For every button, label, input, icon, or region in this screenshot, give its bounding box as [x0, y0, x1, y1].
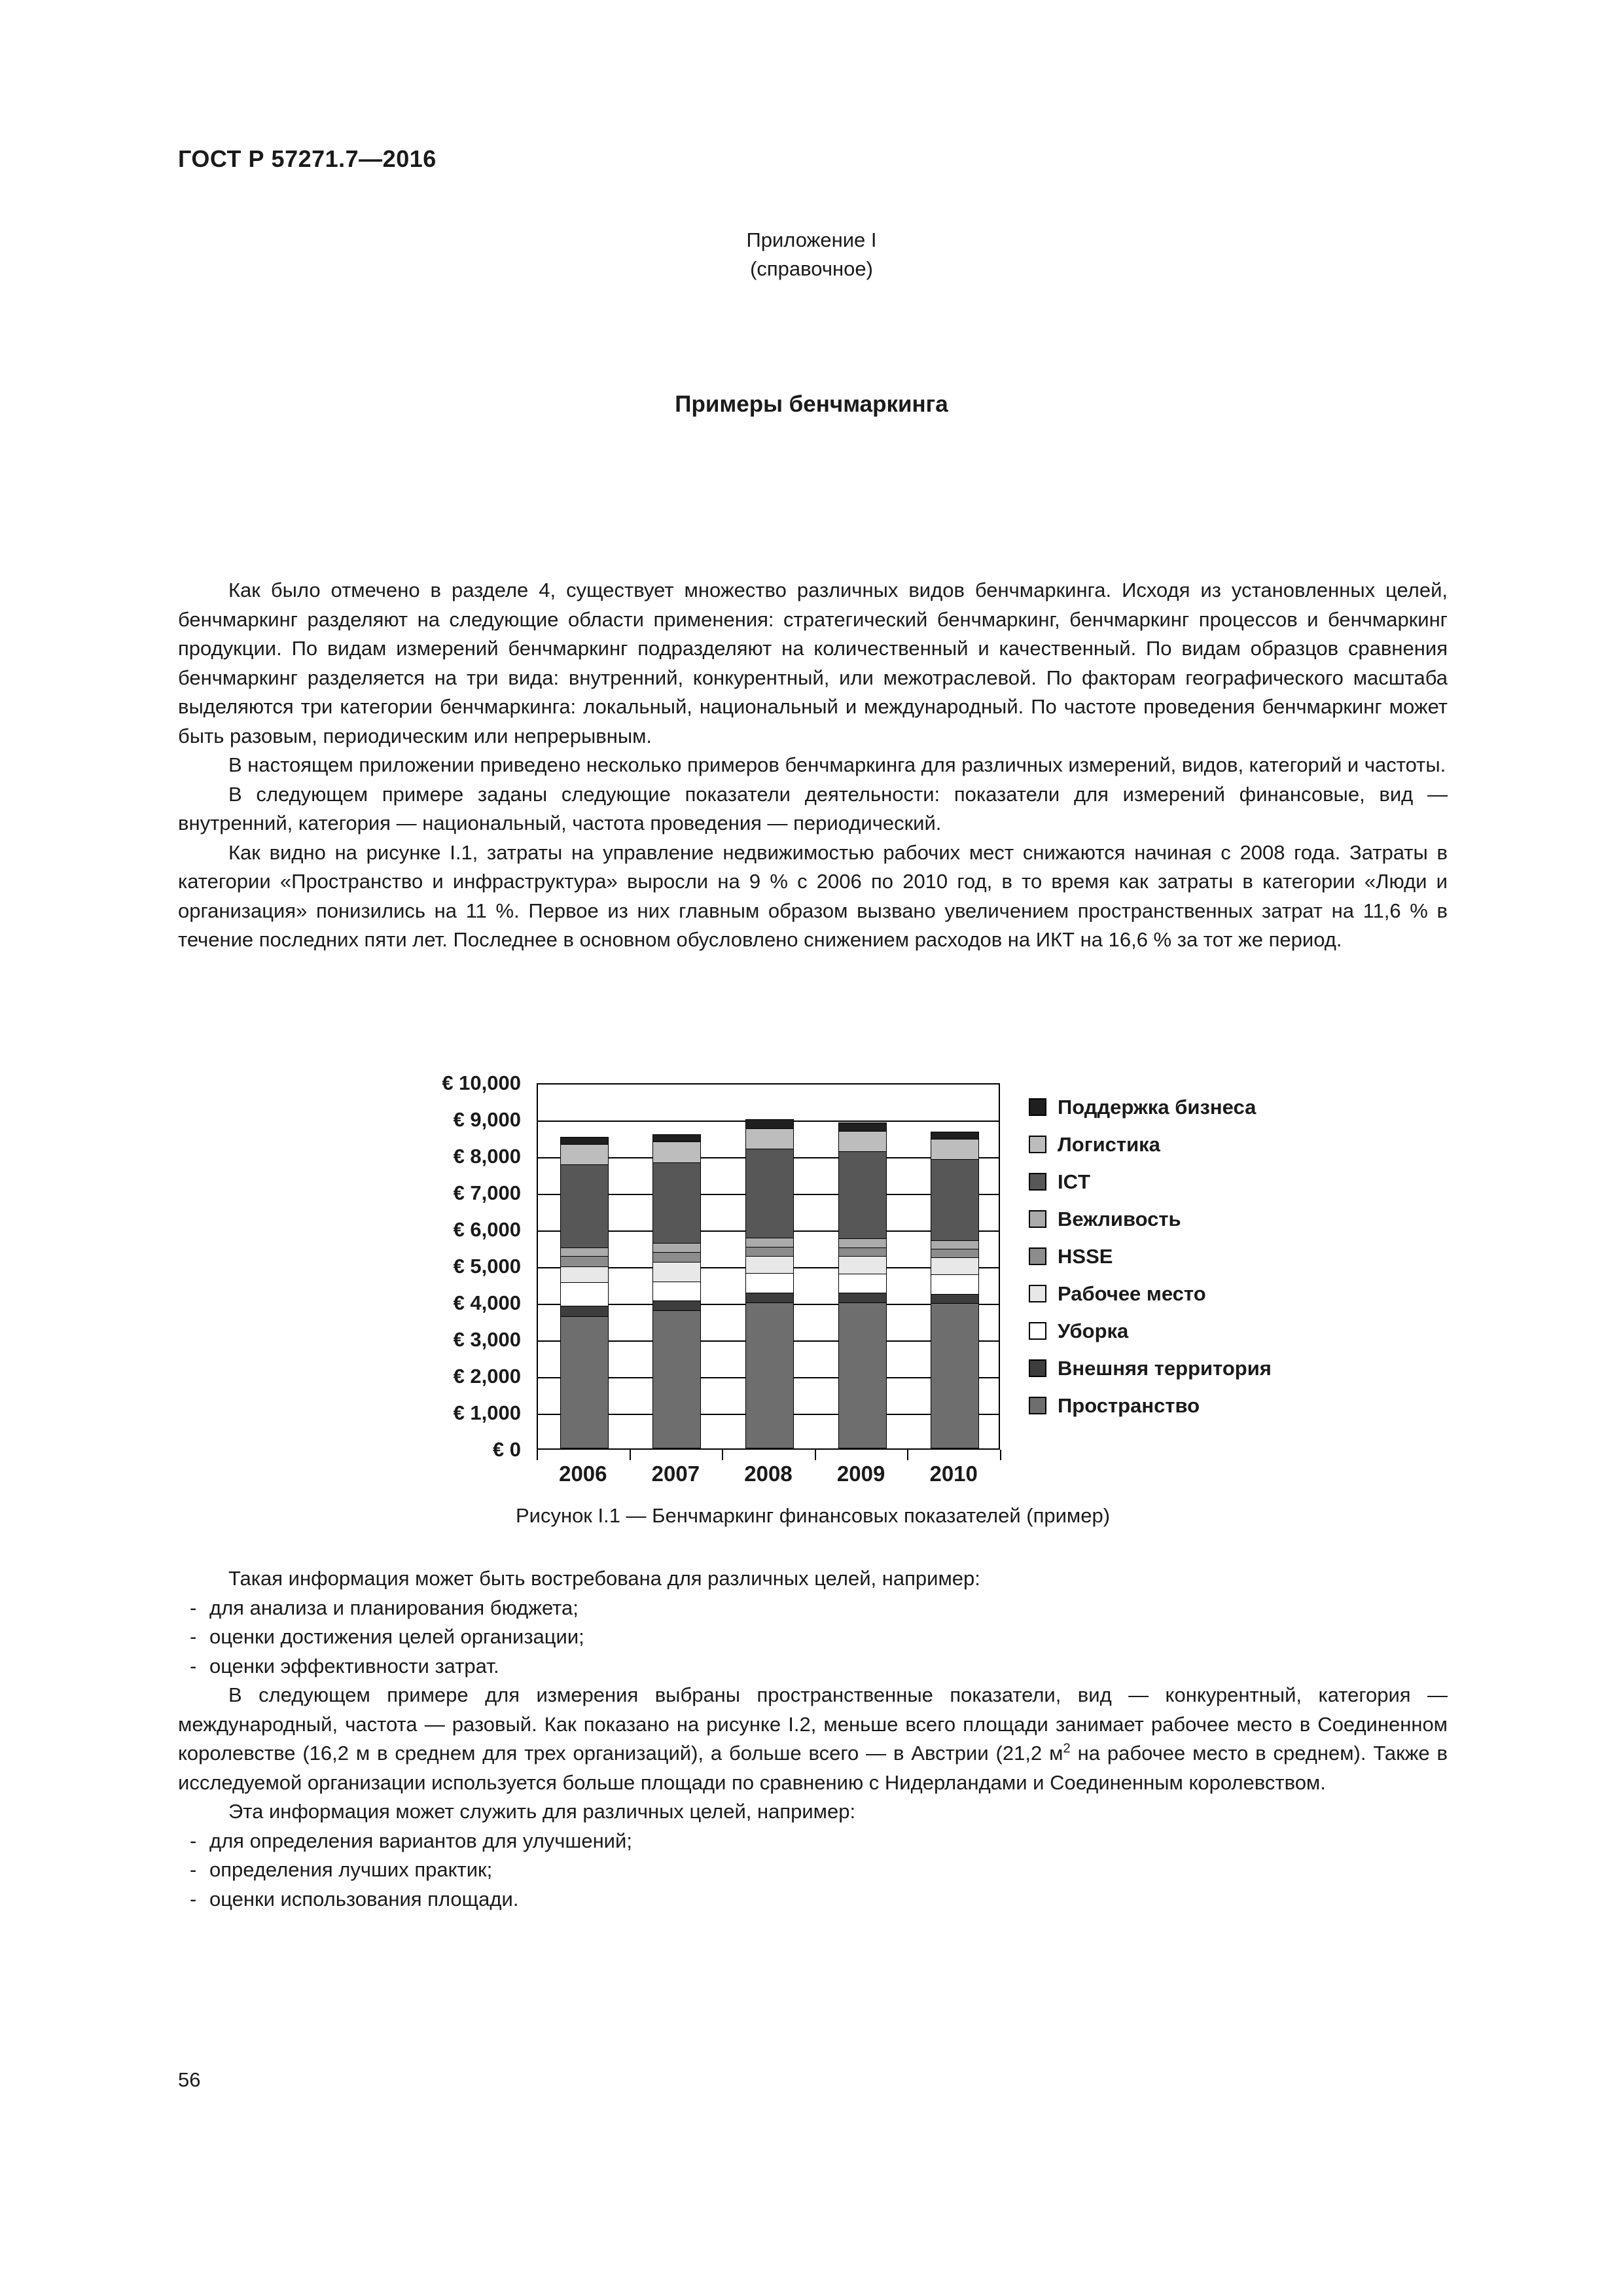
legend-label: Уборка [1058, 1319, 1129, 1342]
list-item-label: оценки эффективности затрат. [209, 1654, 499, 1677]
y-axis-tick-label: € 1,000 [453, 1401, 521, 1424]
x-axis-tick [1000, 1450, 1001, 1460]
bar-segment [745, 1247, 794, 1256]
bar-segment [652, 1141, 701, 1162]
page-number: 56 [178, 2068, 201, 2091]
bar-segment [560, 1282, 609, 1306]
paragraph-1: Как было отмечено в разделе 4, существует множество различных видов бенчмаркинга. Исходя из установленных целей, бенчмаркинг разделяют на следующие области применения: стратегический бенчмаркинг, бенчмаркинг процессов и бенчмаркинг продукции. По видам измерений бенчмаркинг подразделяют на количественный и качественный. По видам образцов сравнения бенчмаркинг разделяется на три вида: внутренний, конкурентный, или межотраслевой. По факторам географического масштаба выделяются три категории бенчмаркинга: локальный, национальный и международный. По частоте проведения бенчмаркинг может быть разовым, периодическим или непрерывным. [178, 579, 1448, 747]
bar-2006 [560, 1137, 609, 1449]
bar-segment [652, 1300, 701, 1310]
list-item [178, 1594, 1448, 1623]
superscript-square: 2 [1063, 1740, 1071, 1756]
stacked-bar-chart [374, 1071, 1272, 1492]
chart-legend [1029, 1088, 1272, 1424]
legend-label: HSSE [1058, 1244, 1113, 1268]
legend-item [1029, 1088, 1257, 1126]
list-item [178, 1856, 1448, 1885]
bar-segment [931, 1139, 979, 1159]
bar-segment [652, 1162, 701, 1243]
figure-caption: Рисунок I.1 — Бенчмаркинг финансовых показателей (пример) [515, 1504, 1111, 1527]
bar-segment [931, 1240, 979, 1249]
bar-segment [838, 1274, 887, 1293]
bar-segment [838, 1302, 887, 1448]
list-item-label: для определения вариантов для улучшений; [209, 1829, 632, 1852]
list-item [178, 1652, 1448, 1681]
annex-heading [0, 226, 1623, 283]
bar-segment [745, 1302, 794, 1448]
legend-label: Рабочее место [1058, 1282, 1206, 1305]
list-item [178, 1623, 1448, 1652]
legend-item [1029, 1387, 1251, 1424]
x-axis-tick [815, 1450, 816, 1460]
bar-segment [560, 1256, 609, 1266]
bar-segment [560, 1137, 609, 1144]
bar-segment [931, 1257, 979, 1274]
y-axis-tick-label: € 0 [492, 1438, 521, 1461]
document-standard-header: ГОСТ Р 57271.7—2016 [178, 145, 437, 172]
bar-2009 [838, 1122, 887, 1448]
legend-swatch-icon [1029, 1322, 1046, 1340]
bar-segment [931, 1132, 979, 1139]
bullet-dash: - [190, 1887, 197, 1910]
list-item [178, 1827, 1448, 1856]
list-item-label: оценки достижения целей организации; [209, 1625, 584, 1648]
legend-label: Вежливость [1058, 1207, 1181, 1230]
x-axis-tick [630, 1450, 631, 1460]
legend-label: ICT [1058, 1170, 1090, 1193]
y-axis-tick-label: € 3,000 [453, 1328, 521, 1351]
y-axis-tick-label: € 10,000 [442, 1071, 521, 1094]
bullet-dash: - [190, 1829, 197, 1852]
bar-segment [560, 1144, 609, 1164]
list-item-label: для анализа и планирования бюджета; [209, 1596, 579, 1619]
x-axis-label-2007: 2007 [651, 1462, 700, 1486]
legend-swatch-icon [1029, 1285, 1046, 1302]
bar-segment [652, 1243, 701, 1253]
legend-label: Пространство [1058, 1393, 1200, 1417]
bar-2008 [745, 1119, 794, 1448]
legend-item [1029, 1126, 1251, 1163]
paragraph-6-part-b: на рабочее место в среднем). Также в исследуемой организации используется больше площади по сравнению с Нидерландами и Соединенным королевством. [178, 1742, 1448, 1794]
bar-segment [931, 1249, 979, 1257]
body-text-before-figure [178, 576, 1448, 955]
legend-swatch-icon [1029, 1210, 1046, 1228]
paragraph-6 [178, 1681, 1448, 1797]
bar-segment [931, 1294, 979, 1304]
bar-segment [745, 1256, 794, 1273]
bar-segment [931, 1274, 979, 1294]
bar-segment [931, 1159, 979, 1240]
bar-segment [838, 1293, 887, 1302]
legend-label: Внешняя территория [1058, 1356, 1272, 1380]
bar-segment [745, 1128, 794, 1149]
legend-item [1029, 1350, 1272, 1387]
paragraph-3: В следующем примере заданы следующие показатели деятельности: показатели для измерений финансовые, вид — внутренний, категория — национальный, частота проведения — периодический. [178, 782, 1448, 834]
legend-swatch-icon [1029, 1098, 1046, 1116]
x-axis-label-2008: 2008 [744, 1462, 793, 1486]
y-axis-tick-label: € 7,000 [453, 1181, 521, 1204]
bar-segment [838, 1122, 887, 1131]
bar-segment [745, 1238, 794, 1247]
legend-swatch-icon [1029, 1247, 1046, 1265]
y-axis-tick-label: € 2,000 [453, 1365, 521, 1388]
legend-swatch-icon [1029, 1173, 1046, 1191]
legend-label: Поддержка бизнеса [1058, 1095, 1257, 1119]
bar-segment [652, 1262, 701, 1282]
y-axis-tick-label: € 5,000 [453, 1255, 521, 1278]
bullet-dash: - [190, 1654, 197, 1677]
bar-segment [838, 1131, 887, 1151]
bar-segment [838, 1238, 887, 1247]
bar-segment [745, 1149, 794, 1238]
list-item-label: определения лучших практик; [209, 1858, 493, 1881]
y-axis-tick-label: € 8,000 [453, 1145, 521, 1168]
annex-type: (справочное) [750, 257, 873, 281]
paragraph-6-part-a: В следующем примере для измерения выбраны пространственные показатели, вид — конкурентный, категория — международный, частота — разовый. Как показано на рисунке I.2, меньше всего площади занимает рабочее место в Соединенном королевстве (16,2 м в среднем для трех организаций), а больше всего — в Австрии (21,2 м [178, 1683, 1448, 1765]
list-item [178, 1885, 1448, 1914]
x-axis-label-2010: 2010 [929, 1462, 978, 1486]
x-axis-label-2009: 2009 [836, 1462, 885, 1486]
x-axis-tick [907, 1450, 908, 1460]
bullet-dash: - [190, 1596, 197, 1619]
legend-item [1029, 1200, 1251, 1238]
bar-segment [560, 1164, 609, 1247]
bar-segment [652, 1282, 701, 1301]
legend-label: Логистика [1058, 1132, 1160, 1156]
chart-plot-area [537, 1083, 1000, 1450]
bar-2010 [931, 1132, 979, 1448]
bullet-dash: - [190, 1858, 197, 1881]
figure-i1 [178, 1071, 1448, 1492]
bar-segment [560, 1306, 609, 1316]
bar-segment [560, 1247, 609, 1256]
annex-number: Приложение I [746, 228, 877, 251]
legend-item [1029, 1163, 1251, 1200]
bar-2007 [652, 1134, 701, 1448]
legend-item [1029, 1312, 1251, 1350]
bar-segment [560, 1316, 609, 1448]
bullet-dash: - [190, 1625, 197, 1648]
y-axis-tick-labels [374, 1071, 529, 1461]
bar-segment [560, 1266, 609, 1282]
bar-segment [652, 1252, 701, 1262]
bar-segment [838, 1247, 887, 1256]
x-axis-label-2006: 2006 [559, 1462, 607, 1486]
body-text-after-figure [178, 1564, 1448, 1914]
legend-swatch-icon [1029, 1359, 1046, 1377]
paragraph-7: Эта информация может служить для различных целей, например: [228, 1800, 856, 1823]
bar-segment [838, 1256, 887, 1273]
legend-swatch-icon [1029, 1397, 1046, 1414]
bar-segment [745, 1293, 794, 1302]
y-axis-tick-label: € 4,000 [453, 1291, 521, 1314]
paragraph-2: В настоящем приложении приведено несколько примеров бенчмаркинга для различных измерений, видов, категорий и частоты. [228, 753, 1446, 776]
bar-segment [745, 1273, 794, 1293]
x-axis-tick [537, 1450, 538, 1460]
bar-segment [652, 1134, 701, 1141]
legend-swatch-icon [1029, 1136, 1046, 1153]
bar-segment [652, 1310, 701, 1448]
legend-item [1029, 1275, 1251, 1312]
y-axis-tick-label: € 9,000 [453, 1108, 521, 1131]
y-axis-tick-label: € 6,000 [453, 1218, 521, 1241]
legend-item [1029, 1238, 1251, 1275]
page-title: Примеры бенчмаркинга [675, 391, 948, 417]
bar-segment [931, 1303, 979, 1448]
paragraph-5: Такая информация может быть востребована для различных целей, например: [228, 1567, 980, 1590]
bar-segment [745, 1119, 794, 1128]
x-axis [537, 1450, 1000, 1493]
paragraph-4: Как видно на рисунке I.1, затраты на управление недвижимостью рабочих мест снижаются начиная с 2008 года. Затраты в категории «Пространство и инфраструктура» выросли на 9 % с 2006 по 2010 год, в то время как затраты в категории «Люди и организация» понизились на 11 %. Первое из них главным образом вызвано увеличением пространственных затрат на 11,6 % в течение последних пяти лет. Последнее в основном обусловлено снижением расходов на ИКТ на 16,6 % за тот же период. [178, 840, 1448, 951]
x-axis-tick [722, 1450, 723, 1460]
list-item-label: оценки использования площади. [209, 1887, 519, 1910]
bar-segment [838, 1151, 887, 1238]
